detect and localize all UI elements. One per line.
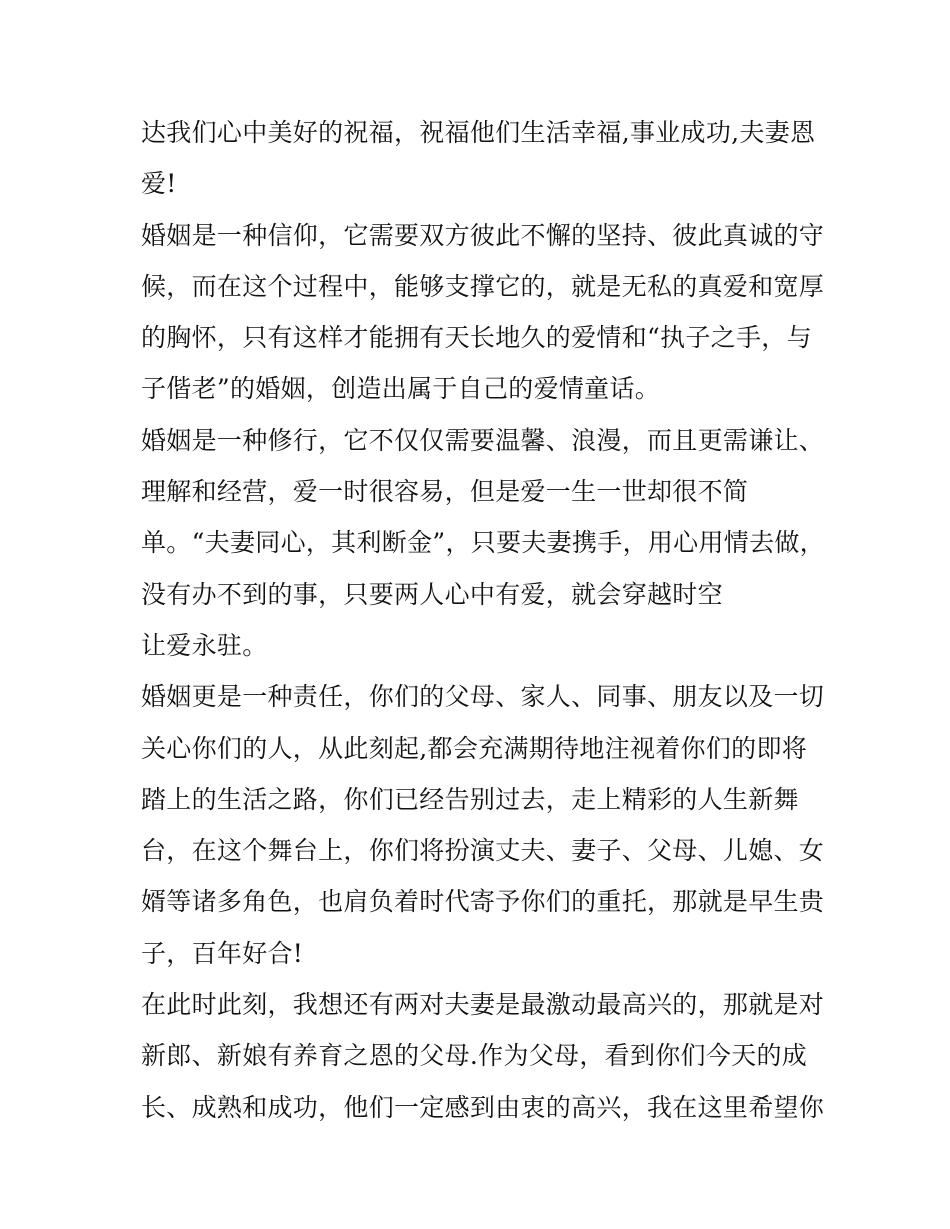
- text-line: 关心你们的人，从此刻起,都会充满期待地注视着你们的即将: [141, 733, 808, 763]
- text-line: 婚姻是一种信仰，它需要双方彼此不懈的坚持、彼此真诚的守: [141, 220, 825, 250]
- text-line: 爱!: [141, 169, 177, 199]
- text-line: 理解和经营，爱一时很容易，但是爱一生一世却很不简: [141, 477, 749, 507]
- text-line: 的胸怀，只有这样才能拥有天长地久的爱情和“执子之手，与: [141, 323, 812, 353]
- text-line: 达我们心中美好的祝福，祝福他们生活幸福,事业成功,夫妻恩: [141, 118, 816, 147]
- text-line: 台，在这个舞台上，你们将扮演丈夫、妻子、父母、儿媳、女: [141, 836, 825, 866]
- text-line: 婚姻是一种修行，它不仅仅需要温馨、浪漫，而且更需谦让、: [141, 425, 825, 455]
- text-line: 踏上的生活之路，你们已经告别过去，走上精彩的人生新舞: [141, 784, 799, 814]
- text-line: 候，而在这个过程中，能够支撑它的，就是无私的真爱和宽厚: [141, 271, 825, 301]
- text-line: 婿等诸多角色，也肩负着时代寄予你们的重托，那就是早生贵: [141, 887, 825, 917]
- document-body: [141, 107, 825, 1133]
- text-line: 让爱永驻。: [141, 630, 268, 660]
- text-line: 没有办不到的事，只要两人心中有爱，就会穿越时空: [141, 579, 723, 609]
- text-line: 在此时此刻，我想还有两对夫妻是最激动最高兴的，那就是对: [141, 990, 825, 1020]
- text-line: 单。“夫妻同心，其利断金”，只要夫妻携手，用心用情去做，: [141, 528, 825, 558]
- text-line: 子，百年好合!: [141, 938, 304, 968]
- text-line: 长、成熟和成功，他们一定感到由衷的高兴，我在这里希望你: [141, 1092, 825, 1122]
- text-line: 新郎、新娘有养育之恩的父母.作为父母，看到你们今天的成: [141, 1041, 808, 1071]
- text-line: 子偕老”的婚姻，创造出属于自己的爱情童话。: [141, 374, 661, 404]
- text-line: 婚姻更是一种责任，你们的父母、家人、同事、朋友以及一切: [141, 682, 825, 712]
